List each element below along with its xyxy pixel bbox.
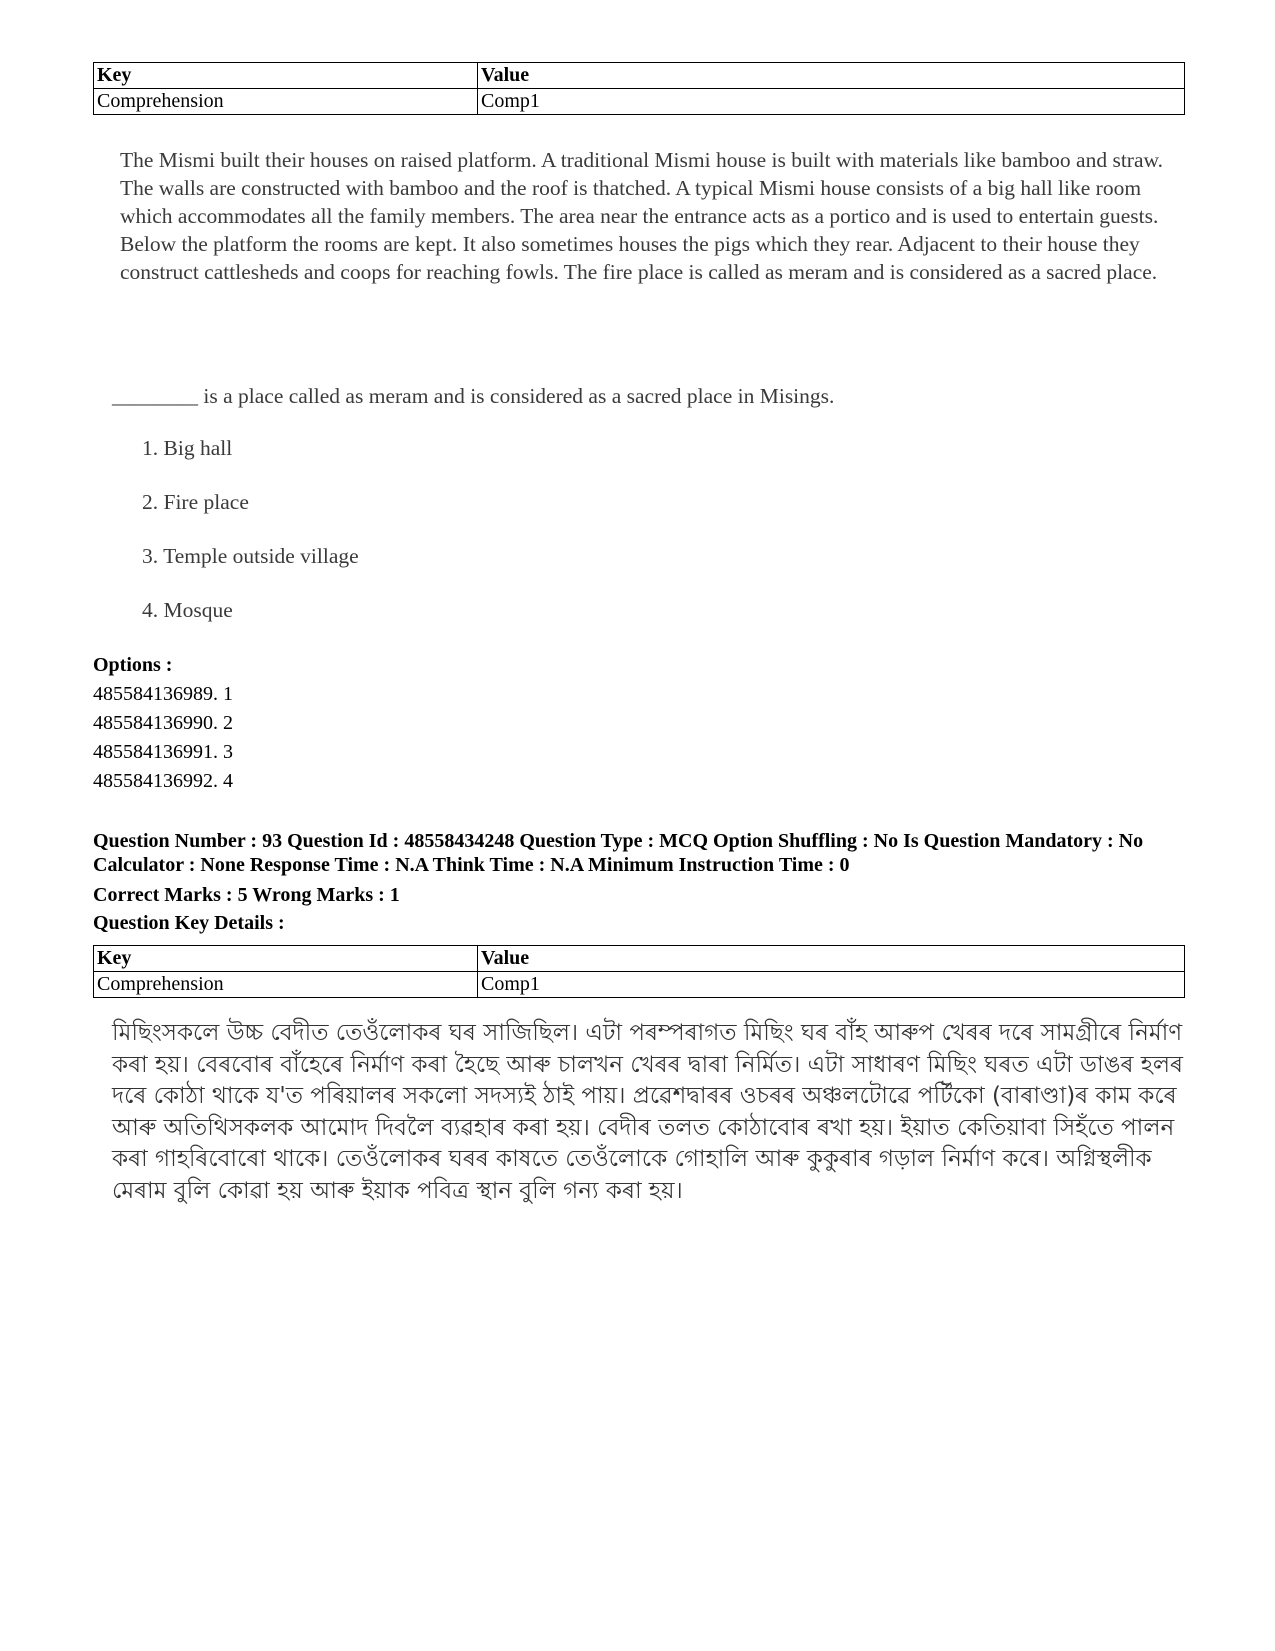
answer-choice-number: 2.: [142, 490, 159, 514]
value-cell: Comp1: [478, 89, 1185, 115]
answer-choice-text: Big hall: [163, 436, 233, 460]
key-cell: Comprehension: [94, 89, 478, 115]
table-row: [94, 972, 1185, 998]
key-value-table-top: [93, 62, 1185, 115]
table-row: [94, 89, 1185, 115]
answer-choice-number: 3.: [142, 544, 159, 568]
answer-choice-number: 4.: [142, 598, 159, 622]
key-value-table-bottom: [93, 945, 1185, 998]
option-id-item: 485584136991. 3: [93, 741, 233, 763]
key-header: Key: [94, 63, 478, 89]
comprehension-passage-english: The Mismi built their houses on raised platform. A traditional Mismi house is built with materials like bamboo and straw. The walls are constructed with bamboo and the roof is thatched. A typical Mismi house consists of a big hall like room which accommodates all the family members. The area near the entrance acts as a portico and is used to entertain guests. Below the platform the rooms are kept. It also sometimes houses the pigs which they rear. Adjacent to their house they construct cattlesheds and coops for reaching fowls. The fire place is called as meram and is considered as a sacred place.: [120, 148, 1164, 284]
answer-choice-text: Fire place: [163, 490, 249, 514]
options-label: Options :: [93, 654, 173, 676]
answer-choice-text: Temple outside village: [163, 544, 359, 568]
value-cell: Comp1: [478, 972, 1185, 998]
option-id-item: 485584136990. 2: [93, 712, 233, 734]
answer-choice: [142, 434, 359, 488]
comprehension-passage-assamese: মিছিংসকলে উচ্চ বেদীত তেওঁলোকৰ ঘৰ সাজিছিল। এটা পৰম্পৰাগত মিছিং ঘৰ বাঁহ আৰুপ খেৰৰ দৰে সামগ্ৰীৰে নিৰ্মাণ কৰা হয়। বেৰবোৰ বাঁহেৰে নিৰ্মাণ কৰা হৈছে আৰু চালখন খেৰৰ দ্বাৰা নিৰ্মিত। এটা সাধাৰণ মিছিং ঘৰত এটা ডাঙৰ হলৰ দৰে কোঠা থাকে য'ত পৰিয়ালৰ সকলো সদস্যই ঠাই পায়। প্ৰৱেশদ্বাৰৰ ওচৰৰ অঞ্চলটোৱে পৰ্টিকো (বাৰাণ্ডা)ৰ কাম কৰে আৰু অতিথিসকলক আমোদ দিবলৈ ব্যৱহাৰ কৰা হয়। বেদীৰ তলত কোঠাবোৰ ৰখা হয়। ইয়াত কেতিয়াবা সিহঁতে পালন কৰা গাহৰিবোৰো থাকে। তেওঁলোকৰ ঘৰৰ কাষতে তেওঁলোকে গোহালি আৰু কুকুৰাৰ গড়াল নিৰ্মাণ কৰে। অগ্নিস্থলীক মেৰাম বুলি কোৱা হয় আৰু ইয়াক পবিত্ৰ স্থান বুলি গন্য কৰা হয়।: [112, 1020, 1183, 1204]
question-text: ________ is a place called as meram and is considered as a sacred place in Misings.: [112, 384, 835, 408]
option-id-item: 485584136992. 4: [93, 770, 233, 792]
key-header: Key: [94, 946, 478, 972]
question-meta: Question Number : 93 Question Id : 48558434248 Question Type : MCQ Option Shuffling : No Is Question Mandatory : No Calculator : None Response Time : N.A Think Time : N.A Minimum Instruction Time : 0: [93, 830, 1144, 876]
options-block: [93, 651, 233, 796]
value-header: Value: [478, 946, 1185, 972]
key-details-label: Question Key Details :: [93, 912, 285, 934]
answer-choice: [142, 542, 359, 596]
value-header: Value: [478, 63, 1185, 89]
answer-choice-number: 1.: [142, 436, 159, 460]
key-cell: Comprehension: [94, 972, 478, 998]
answer-choice: [142, 488, 359, 542]
option-id-item: 485584136989. 1: [93, 683, 233, 705]
answer-choice: [142, 596, 359, 650]
answer-choice-text: Mosque: [163, 598, 233, 622]
answer-choice-list: [142, 434, 359, 650]
marks-line: Correct Marks : 5 Wrong Marks : 1: [93, 884, 400, 906]
table-header-row: [94, 63, 1185, 89]
table-header-row: [94, 946, 1185, 972]
